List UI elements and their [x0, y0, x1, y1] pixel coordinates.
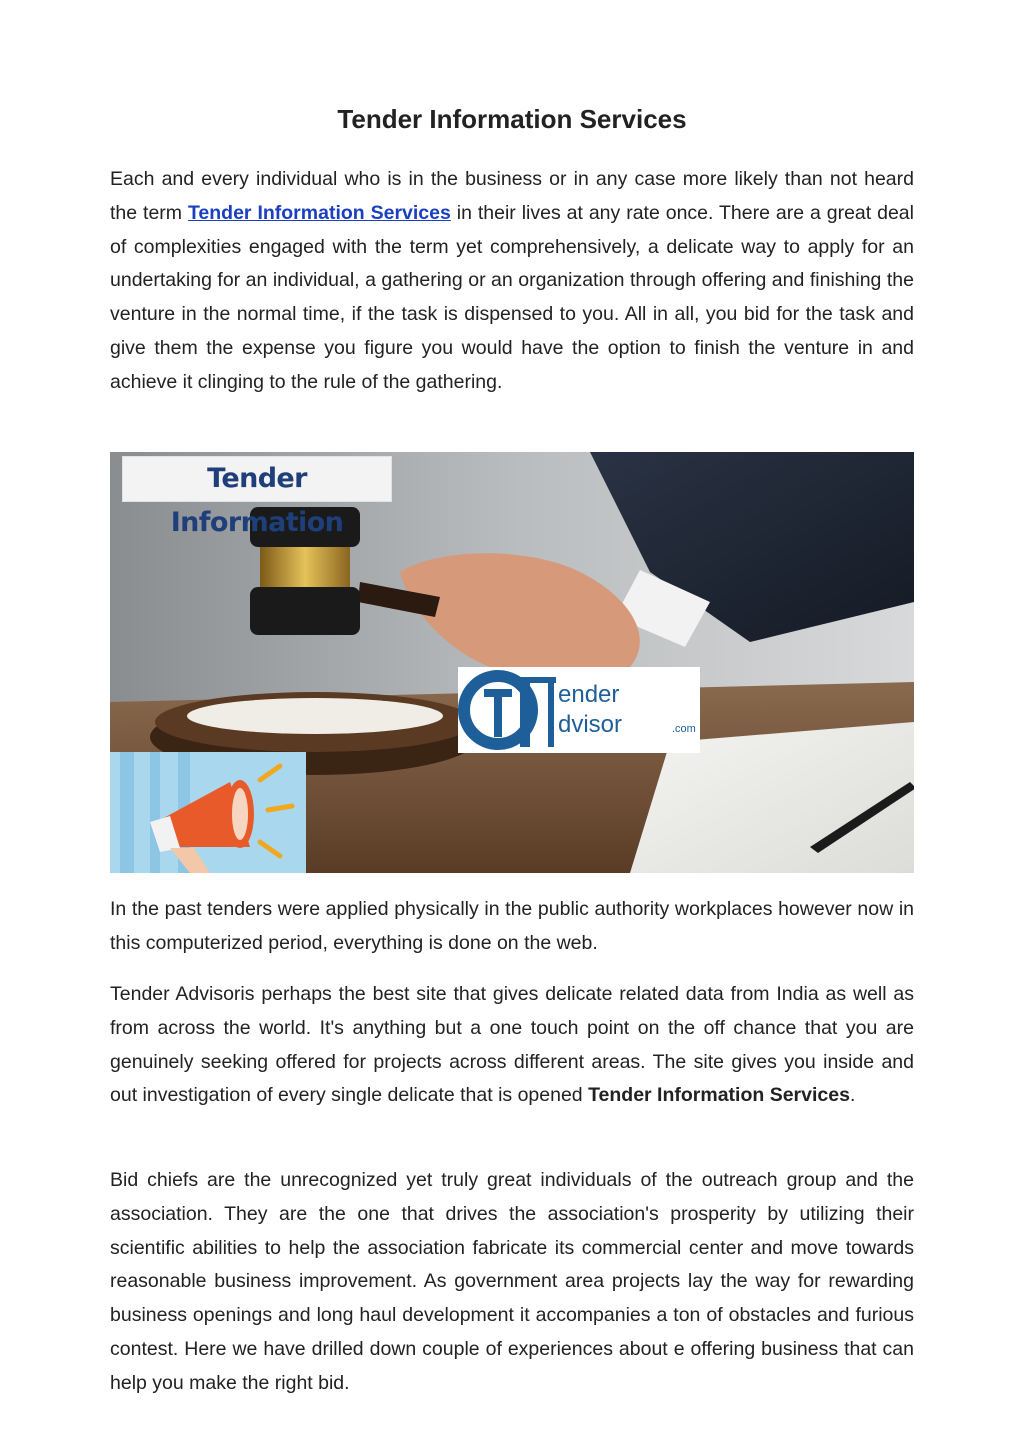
megaphone-icon [110, 752, 306, 873]
logo-text-line2: dvisor [558, 711, 623, 738]
past-tenders-paragraph: In the past tenders were applied physically in the public authority workplaces however now in this computerized period, everything is done on the web. [110, 898, 914, 954]
logo-text-line1: ender [558, 681, 620, 708]
tender-advisor-text: Tender Advisoris perhaps the best site that gives delicate related data from India as well as from across the world. It's anything but a one touch point on the off chance that you are genuinely seeking offered for projects across different areas. The site gives you inside and out investigation of every single delicate that is opened [110, 983, 914, 1107]
tender-information-banner: Tender Information [122, 456, 392, 502]
logo-domain-suffix: .com [672, 723, 696, 735]
tender-advisor-text-end: . [849, 1084, 856, 1107]
tender-advisor-paragraph [110, 978, 914, 1113]
logo-mark-icon [458, 667, 558, 753]
bid-chiefs-paragraph: Bid chiefs are the unrecognized yet truly great individuals of the outreach group and the association. They are the one that drives the association's prosperity by utilizing their scientific abilities to help the association fabricate its commercial center and move towards reasonable business improvement. As government area projects lay the way for rewarding business openings and long haul development it accompanies a ton of obstacles and furious contest. Here we have drilled down couple of experiences about e offering business that can help you make the right bid. [110, 1169, 914, 1394]
tender-information-services-link[interactable]: Tender Information Services [187, 201, 451, 224]
hero-image [110, 452, 914, 873]
tender-advisor-logo [458, 667, 700, 753]
intro-text-before: Each and every individual who is in the business or in any case more likely than not heard the term [110, 168, 914, 224]
megaphone-panel [110, 752, 306, 873]
intro-paragraph [110, 163, 914, 400]
tender-information-services-bold: Tender Information Services [588, 1084, 850, 1107]
page-title: Tender Information Services [337, 104, 687, 134]
intro-text-after: in their lives at any rate once. There are a great deal of complexities engaged with the term yet comprehensively, a delicate way to apply for an undertaking for an individual, a gathering or an organization through offering and finishing the venture in the normal time, if the task is dispensed to you. All in all, you bid for the task and give them the expense you figure you would have the option to finish the venture in and achieve it clinging to the rule of the gathering. [110, 201, 914, 393]
